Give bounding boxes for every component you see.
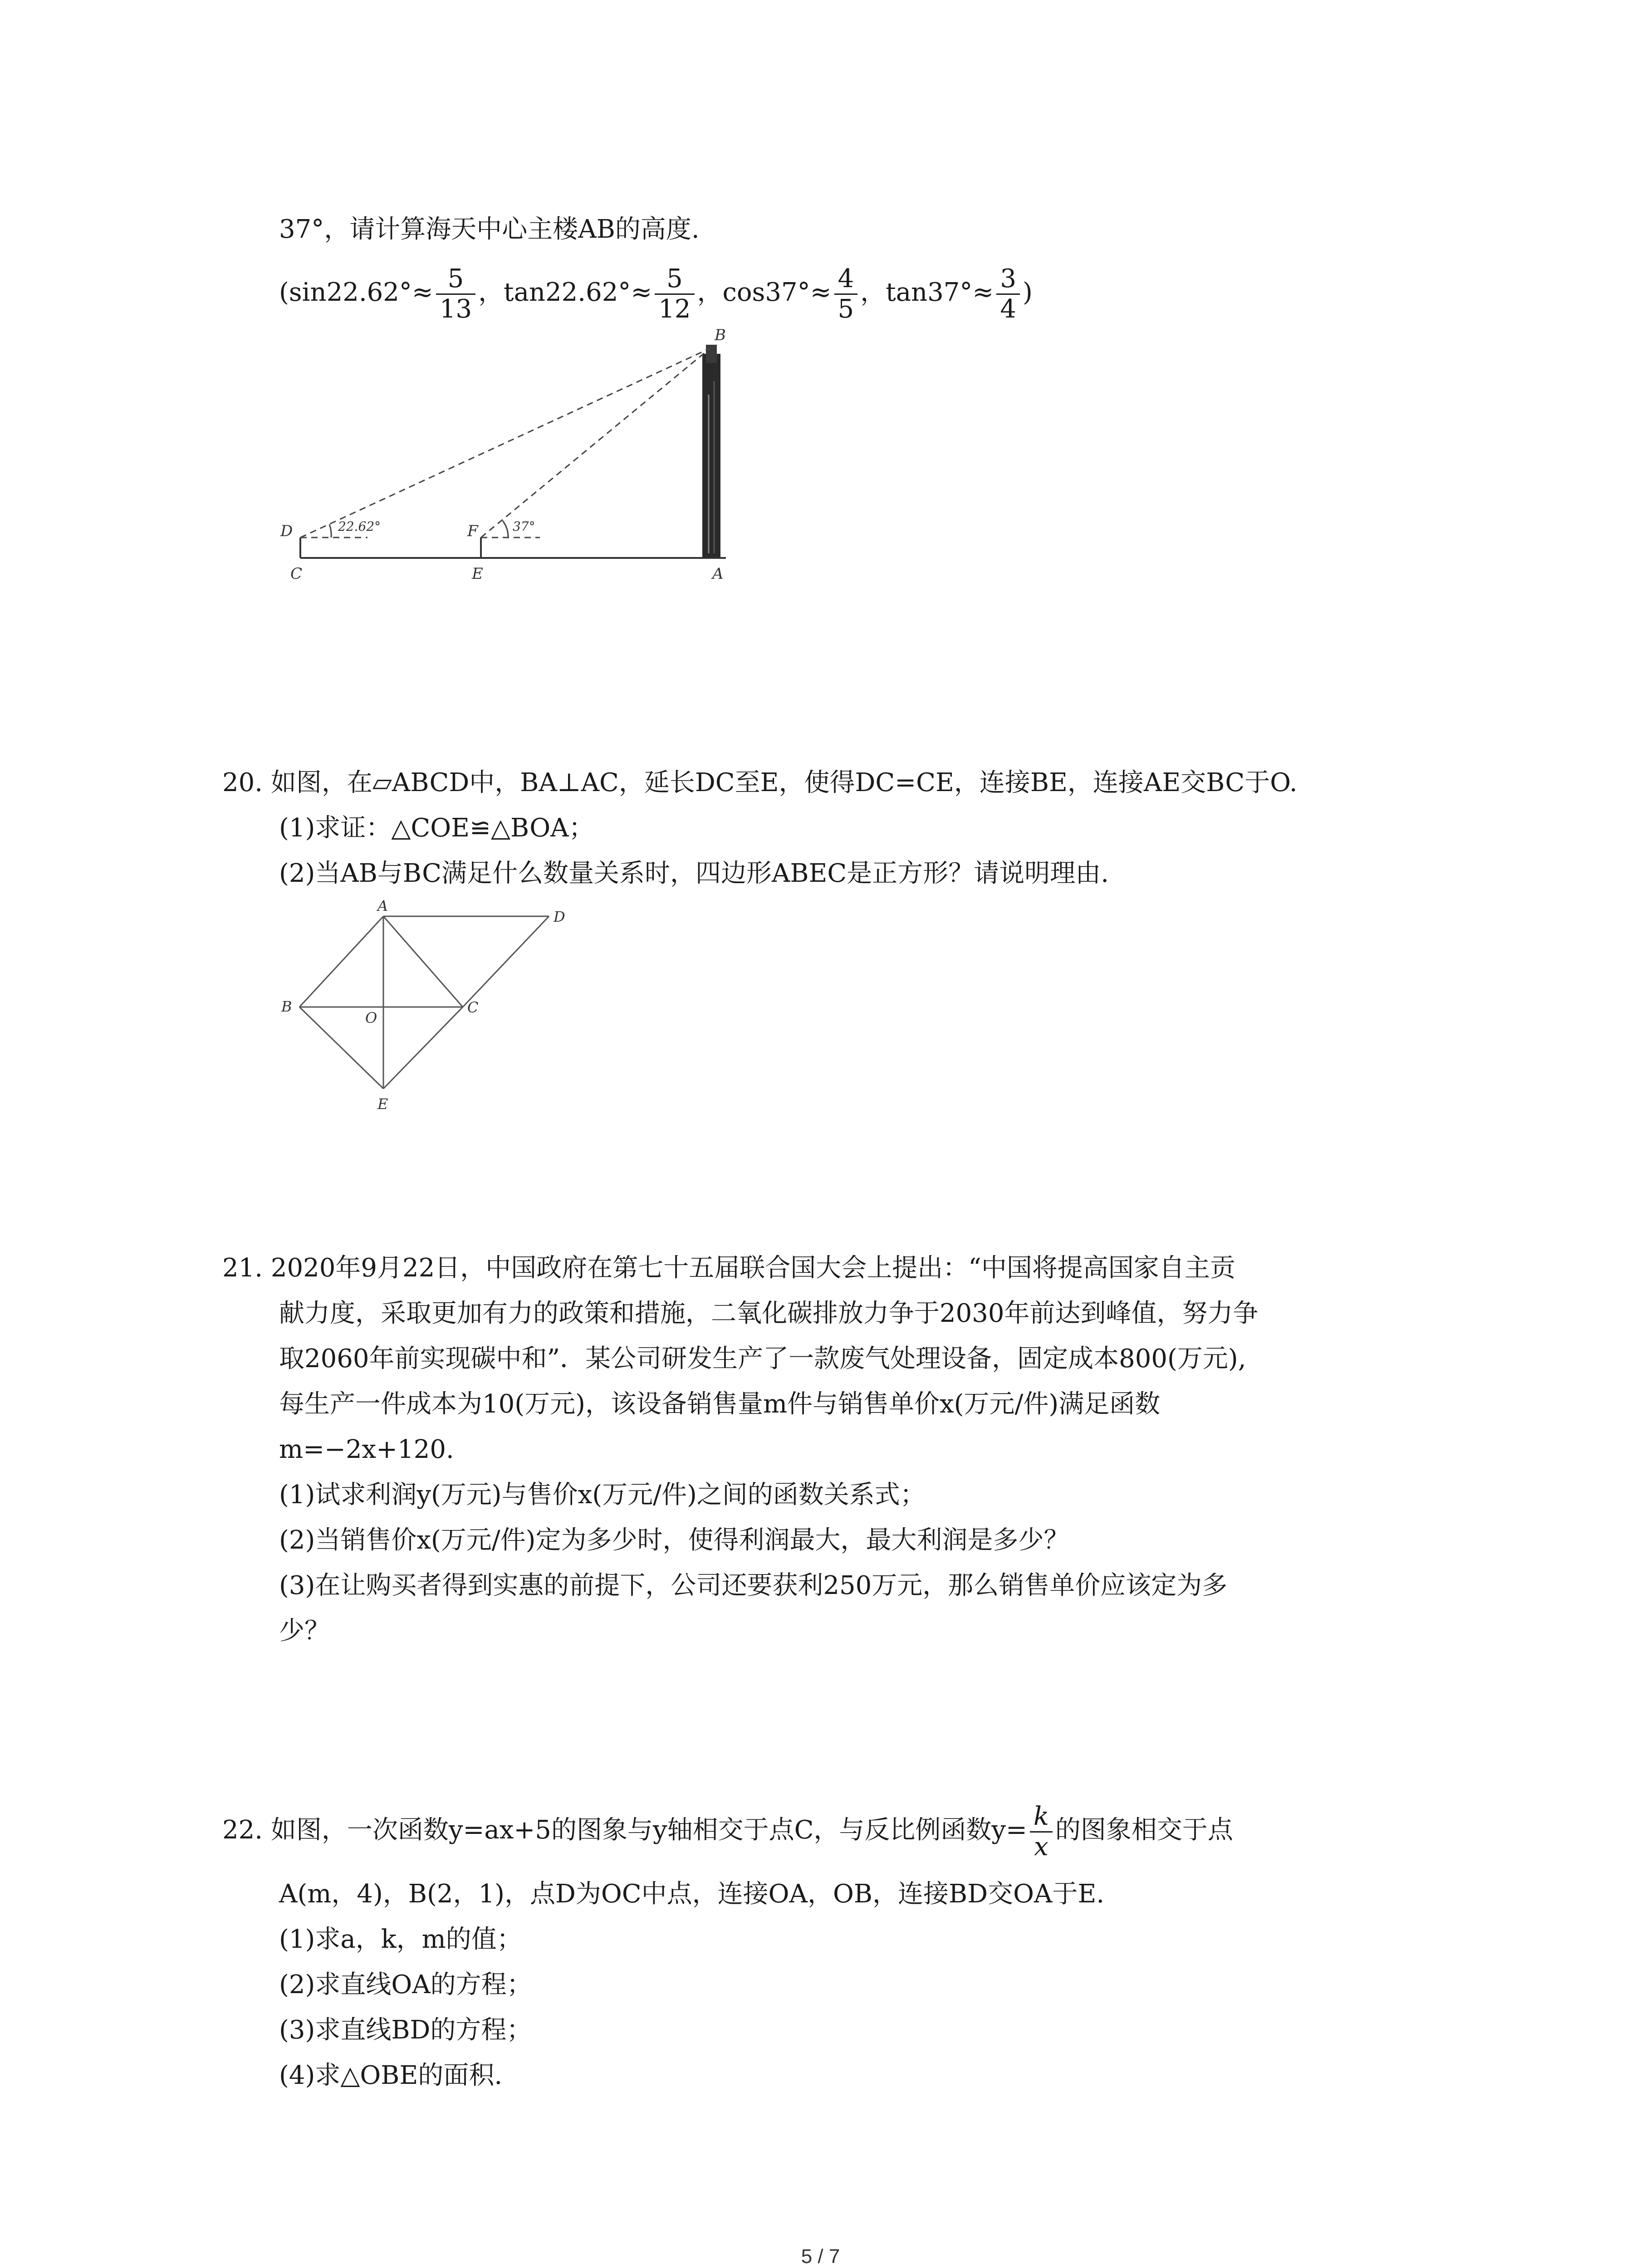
label-angle-37: 37°	[513, 519, 535, 534]
tan37-label: ，tan37°≈	[860, 278, 994, 307]
q22-part-2: (2)求直线OA的方程；	[279, 1970, 532, 1999]
label-e: E	[472, 565, 483, 583]
q20-part-2: (2)当AB与BC满足什么数量关系时，四边形ABEC是正方形？请说明理由.	[279, 859, 1109, 888]
q21-text-line-3: 取2060年前实现碳中和”．某公司研发生产了一款废气处理设备，固定成本800(万元),	[279, 1344, 1246, 1374]
q19-trig-hint	[279, 259, 1033, 327]
label-a: A	[377, 898, 388, 914]
q22-stem-a: 22. 如图，一次函数y=ax+5的图象与y轴相交于点C，与反比例函数y=	[222, 1815, 1027, 1845]
q21-text-line-4: 每生产一件成本为10(万元)，该设备销售量m件与销售单价x(万元/件)满足函数	[279, 1389, 1161, 1419]
label-d: D	[554, 908, 565, 925]
q21-part-3: (3)在让购买者得到实惠的前提下，公司还要获利250万元，那么销售单价应该定为多	[279, 1571, 1228, 1600]
q20-part-1: (1)求证：△COE≌△BOA；	[279, 813, 594, 843]
label-o: O	[365, 1009, 377, 1026]
cos-label: ，cos37°≈	[697, 278, 832, 307]
tan-fraction: $\frac{5}{12}$	[655, 264, 694, 324]
sight-line-d	[300, 348, 710, 538]
q19-text-line-1: 37°，请计算海天中心主楼AB的高度.	[279, 215, 700, 244]
q21-text-line-2: 献力度，采取更加有力的政策和措施，二氧化碳排放力争于2030年前达到峰值，努力争	[279, 1299, 1259, 1328]
q21-part-1: (1)试求利润y(万元)与售价x(万元/件)之间的函数关系式；	[279, 1480, 926, 1510]
q22-part-3: (3)求直线BD的方程；	[279, 2015, 532, 2045]
q22-stem-line-2: A(m，4)，B(2，1)，点D为OC中点，连接OA，OB，连接BD交OA于E.	[279, 1879, 1105, 1909]
q21-part-3-cont: 少？	[279, 1616, 330, 1646]
label-angle-22: 22.62°	[338, 519, 381, 534]
tower-shape	[702, 354, 720, 558]
q19-figure	[272, 327, 771, 590]
hint-close: )	[1022, 278, 1033, 307]
q22-part-1: (1)求a，k，m的值；	[279, 1925, 522, 1954]
label-b: B	[281, 998, 292, 1015]
tan37-fraction: $\frac{3}{4}$	[996, 264, 1020, 324]
k-over-x-fraction: $\frac{k}{x}$	[1030, 1802, 1053, 1862]
label-c: C	[467, 999, 479, 1016]
sin-label: sin22.62°≈	[289, 278, 433, 307]
label-d: D	[280, 522, 293, 540]
sin-fraction: $\frac{5}{13}$	[436, 264, 475, 324]
q21-text-line-5: m=−2x+120.	[279, 1435, 454, 1464]
hint-open: (	[279, 278, 289, 307]
q22-stem-line-1	[222, 1796, 1233, 1864]
tan-label: ，tan22.62°≈	[478, 278, 652, 307]
q22-stem-b: 的图象相交于点	[1055, 1815, 1233, 1845]
page-number: 5 / 7	[801, 2245, 840, 2268]
label-e: E	[377, 1095, 388, 1113]
q21-part-2: (2)当销售价x(万元/件)定为多少时，使得利润最大，最大利润是多少？	[279, 1525, 1069, 1555]
label-b: B	[715, 327, 726, 344]
label-a: A	[712, 565, 724, 583]
label-c: C	[290, 565, 303, 583]
q21-text-line-1: 21. 2020年9月22日，中国政府在第七十五届联合国大会上提出：“中国将提高国家自主贡	[222, 1253, 1235, 1283]
label-f: F	[467, 522, 478, 540]
q20-stem: 20. 如图，在▱ABCD中，BA⊥AC，延长DC至E，使得DC=CE，连接BE，连接AE交BC于O.	[222, 768, 1298, 797]
sight-line-f	[481, 348, 710, 538]
q20-figure	[272, 898, 590, 1120]
cos-fraction: $\frac{4}{5}$	[834, 264, 858, 324]
q22-part-4: (4)求△OBE的面积.	[279, 2061, 503, 2090]
